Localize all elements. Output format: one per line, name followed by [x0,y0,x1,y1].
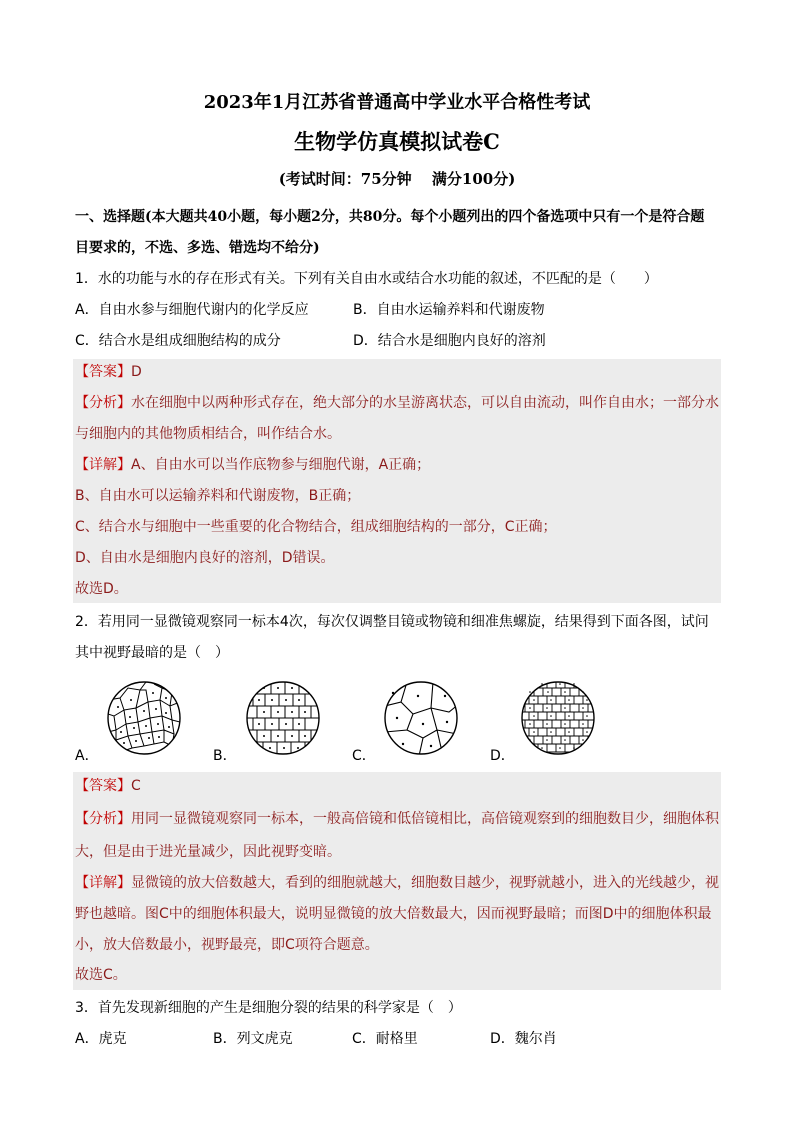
q2-stem-1: 2．若用同一显微镜观察同一标本4次，每次仅调整目镜或物镜和细准焦螺旋，结果得到下面各图，试问 [75,614,709,630]
answer-value: D [131,364,142,380]
q3-option-d: D．魏尔肖 [490,1031,557,1047]
q1-option-b: B．自由水运输养料和代谢废物 [353,302,545,318]
section-instructions-1: 一、选择题(本大题共40小题，每小题2分，共80分。每个小题列出的四个备选项中只有一个是符合题 [75,209,705,225]
microscope-field-d-image [520,680,596,756]
q2-analysis-1: 【分析】用同一显微镜观察同一标本，一般高倍镜和低倍镜相比，高倍镜观察到的细胞数目少，细胞体积 [75,811,719,827]
q2-option-d-label: D． [490,748,515,764]
q2-option-c-label: C． [352,748,376,764]
q1-analysis-1: 【分析】水在细胞中以两种形式存在，绝大部分的水呈游离状态，可以自由流动，叫作自由水；一部分水 [75,395,719,411]
q1-conclusion: 故选D。 [75,581,128,597]
q1-stem: 1．水的功能与水的存在形式有关。下列有关自由水或结合水功能的叙述，不匹配的是（ ） [75,271,658,287]
q2-option-a-label: A． [75,748,99,764]
q2-stem-2: 其中视野最暗的是（ ） [75,645,229,661]
analysis-tag: 【分析】 [75,811,131,827]
q2-conclusion: 故选C。 [75,967,127,983]
q3-option-c: C．耐格里 [352,1031,418,1047]
detail-tag: 【详解】 [75,875,131,891]
q1-analysis-2: 与细胞内的其他物质相结合，叫作结合水。 [75,426,341,442]
q1-option-a: A．自由水参与细胞代谢内的化学反应 [75,302,309,318]
q2-analysis-2: 大，但是由于进光量减少，因此视野变暗。 [75,844,341,860]
microscope-field-a-image [106,680,182,756]
q3-option-a: A．虎克 [75,1031,127,1047]
q2-detail-1: 【详解】显微镜的放大倍数越大，看到的细胞就越大，细胞数目越少，视野就越小，进入的光线越少，视 [75,875,719,891]
q1-detail-3: C、结合水与细胞中一些重要的化合物结合，组成细胞结构的一部分，C正确； [75,519,557,535]
q1-detail-2: B、自由水可以运输养料和代谢废物，B正确； [75,488,361,504]
q1-detail-1: 【详解】A、自由水可以当作底物参与细胞代谢，A正确； [75,457,431,473]
q2-detail-2: 野也越暗。图C中的细胞体积最大，说明显微镜的放大倍数最大，因而视野最暗；而图D中的细胞体积最 [75,906,712,922]
q1-answer-line [75,362,142,382]
detail-tag: 【详解】 [75,457,131,473]
q2-answer-line [75,776,141,796]
q3-option-b: B．列文虎克 [213,1031,293,1047]
answer-value: C [131,778,141,794]
q2-option-b-label: B． [213,748,237,764]
exam-time-info: (考试时间：75分钟 满分100分) [278,170,516,188]
microscope-field-c-image [383,680,459,756]
exam-subtitle: 生物学仿真模拟试卷C [294,129,500,154]
q1-option-c: C．结合水是组成细胞结构的成分 [75,333,281,349]
q2-detail-3: 小，放大倍数最小，视野最亮，即C项符合题意。 [75,937,379,953]
q3-stem: 3．首先发现新细胞的产生是细胞分裂的结果的科学家是（ ） [75,1000,462,1016]
section-instructions-2: 目要求的，不选、多选、错选均不给分) [75,240,320,256]
answer-tag: 【答案】 [75,778,131,794]
q1-option-d: D．结合水是细胞内良好的溶剂 [353,333,546,349]
microscope-field-b-image [245,680,321,756]
analysis-tag: 【分析】 [75,395,131,411]
answer-tag: 【答案】 [75,364,131,380]
exam-title: 2023年1月江苏省普通高中学业水平合格性考试 [203,92,591,113]
q1-detail-4: D、自由水是细胞内良好的溶剂，D错误。 [75,550,335,566]
